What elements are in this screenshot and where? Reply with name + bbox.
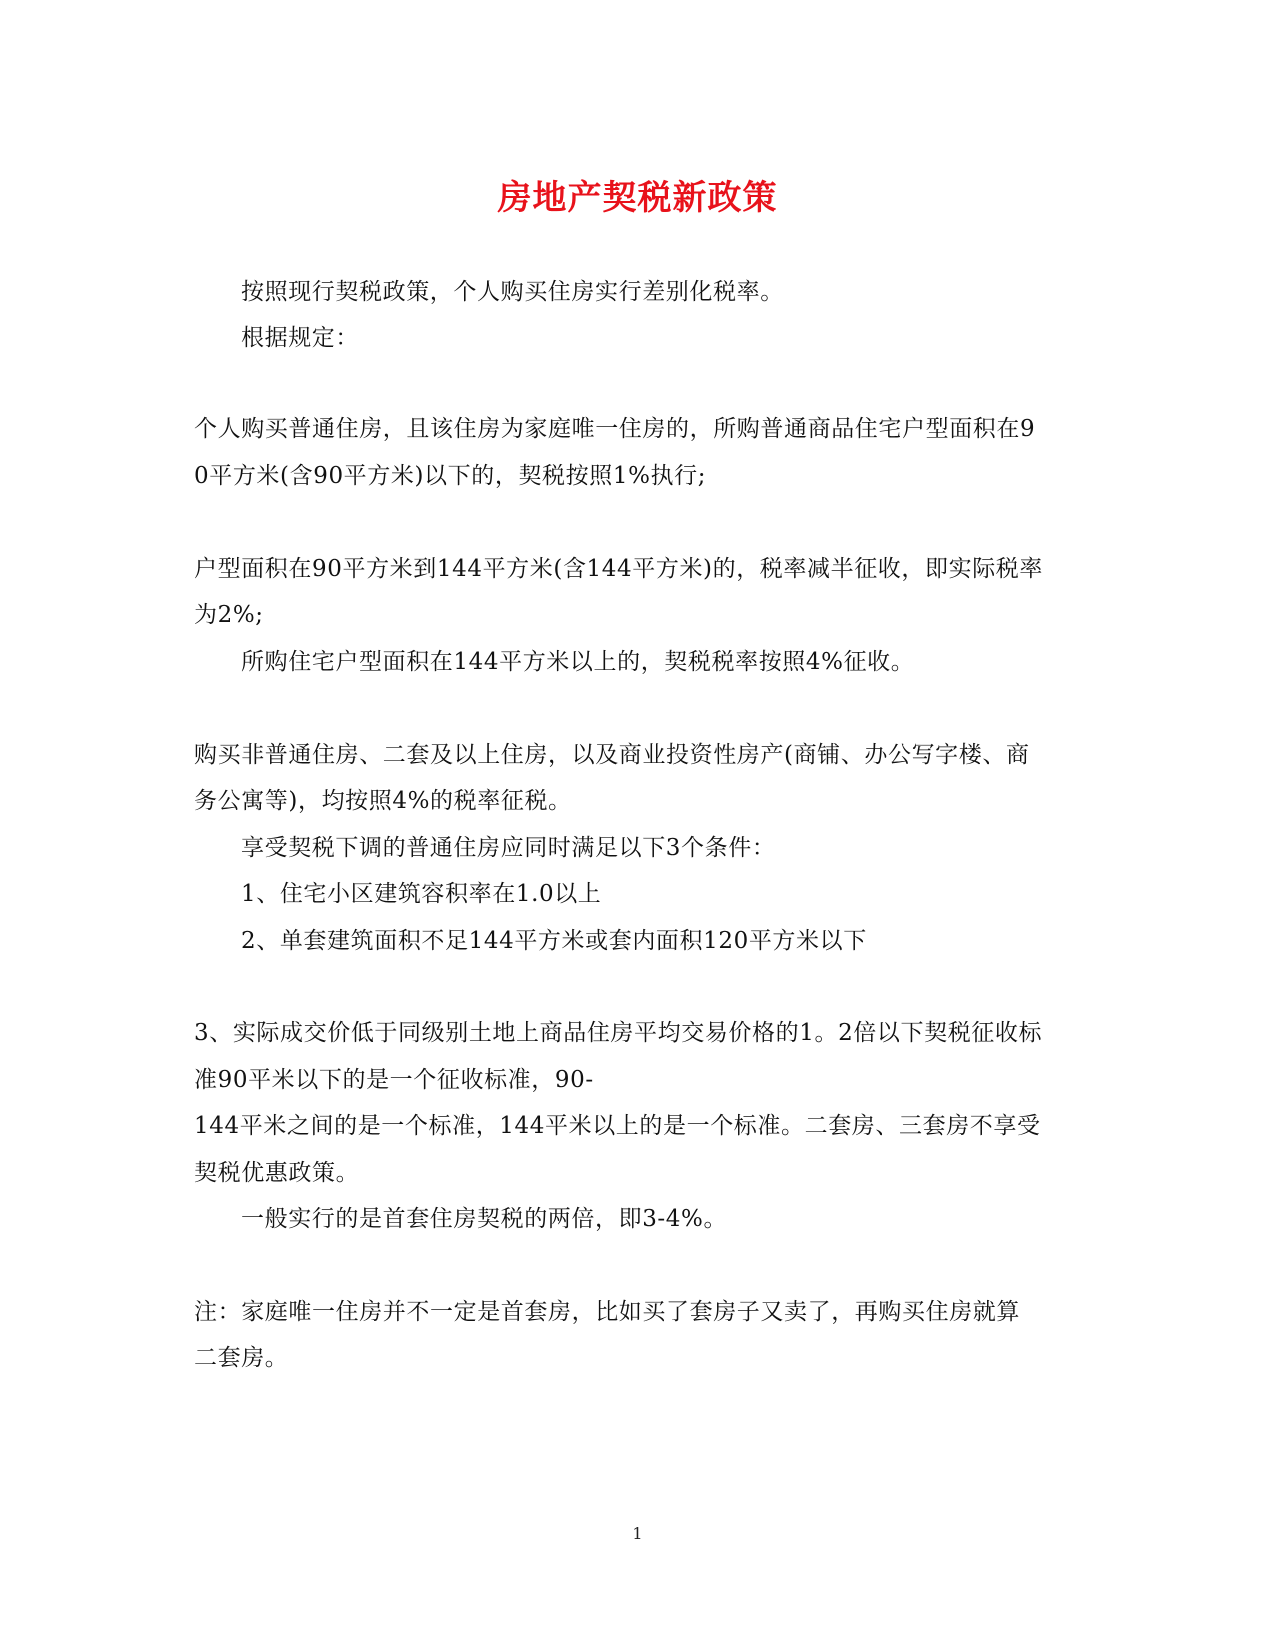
paragraph-line: 0平方米(含90平方米)以下的，契税按照1%执行; xyxy=(194,463,707,489)
paragraph-line: 个人购买普通住房，且该住房为家庭唯一住房的，所购普通商品住宅户型面积在9 xyxy=(194,416,1036,442)
paragraph-line: 注：家庭唯一住房并不一定是首套房，比如买了套房子又卖了，再购买住房就算 xyxy=(194,1299,1020,1325)
paragraph-line: 户型面积在90平方米到144平方米(含144平方米)的，税率减半征收，即实际税率 xyxy=(194,556,1044,582)
paragraph-line: 准90平米以下的是一个征收标准，90- xyxy=(194,1067,594,1093)
paragraph-line: 二套房。 xyxy=(194,1345,289,1371)
document-title: 房地产契税新政策 xyxy=(497,178,778,218)
paragraph-line: 按照现行契税政策，个人购买住房实行差别化税率。 xyxy=(241,279,784,305)
paragraph-line: 3、实际成交价低于同级别土地上商品住房平均交易价格的1。2倍以下契税征收标 xyxy=(194,1020,1043,1046)
paragraph-line: 2、单套建筑面积不足144平方米或套内面积120平方米以下 xyxy=(241,928,867,954)
paragraph-line: 享受契税下调的普通住房应同时满足以下3个条件： xyxy=(241,835,776,861)
paragraph-line: 为2%; xyxy=(194,602,264,628)
paragraph-line: 一般实行的是首套住房契税的两倍，即3-4%。 xyxy=(241,1206,728,1232)
paragraph-line: 根据规定： xyxy=(241,325,359,351)
paragraph-line: 契税优惠政策。 xyxy=(194,1160,360,1186)
paragraph-line: 所购住宅户型面积在144平方米以上的，契税税率按照4%征收。 xyxy=(241,649,915,675)
paragraph-line: 144平米之间的是一个标准，144平米以上的是一个标准。二套房、三套房不享受 xyxy=(194,1113,1041,1139)
paragraph-line: 购买非普通住房、二套及以上住房，以及商业投资性房产(商铺、办公写字楼、商 xyxy=(194,742,1030,768)
paragraph-line: 1、住宅小区建筑容积率在1.0以上 xyxy=(241,881,602,907)
page-number: 1 xyxy=(632,1524,643,1543)
paragraph-line: 务公寓等)，均按照4%的税率征税。 xyxy=(194,788,572,814)
